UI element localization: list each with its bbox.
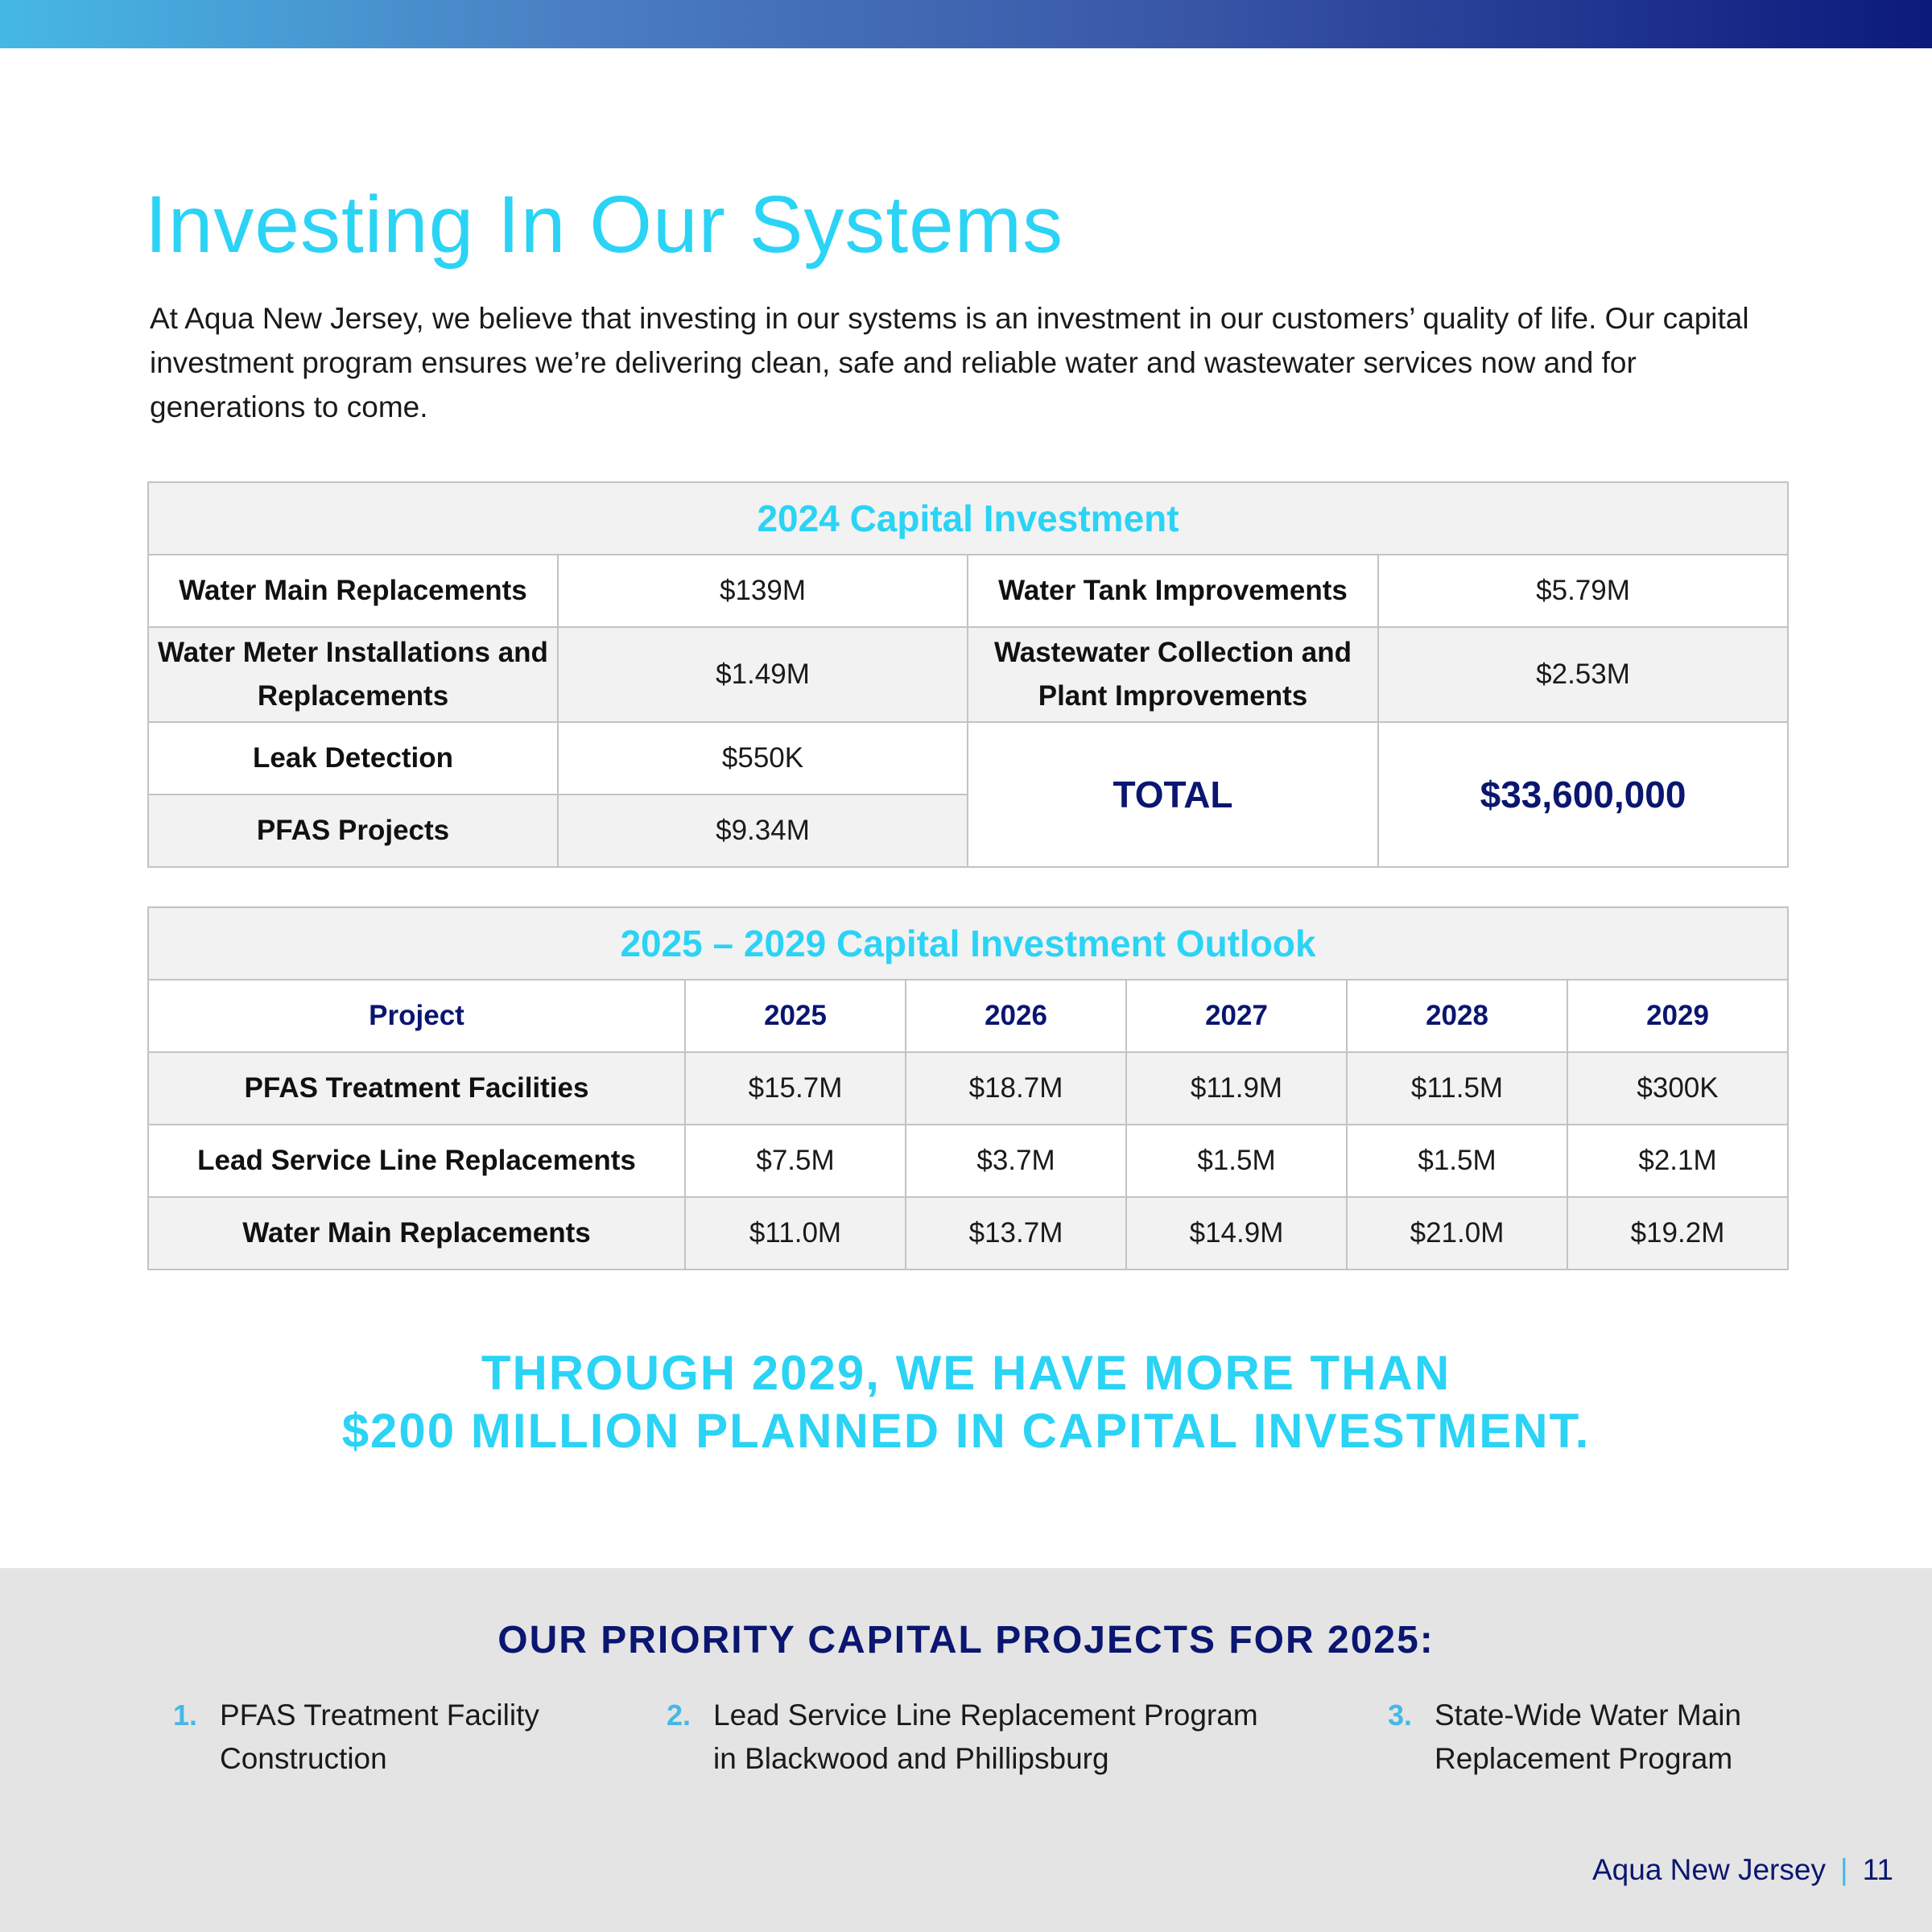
capital-investment-2024-table — [147, 481, 1789, 868]
table-cell: $1.5M — [1347, 1125, 1567, 1197]
item-label: PFAS Projects — [148, 795, 558, 867]
footer-separator: | — [1839, 1853, 1848, 1886]
project-name: PFAS Treatment Facilities — [148, 1052, 685, 1125]
page-footer — [1592, 1853, 1893, 1887]
priority-item-2 — [667, 1694, 1258, 1781]
callout-line-1: THROUGH 2029, WE HAVE MORE THAN — [481, 1346, 1451, 1400]
callout-line-2: $200 MILLION PLANNED IN CAPITAL INVESTMENT. — [341, 1404, 1591, 1458]
priority-line: Lead Service Line Replacement Program — [713, 1699, 1258, 1732]
priority-line: Construction — [220, 1742, 387, 1775]
table-cell: $19.2M — [1567, 1197, 1788, 1269]
table-title: 2025 – 2029 Capital Investment Outlook — [148, 907, 1788, 980]
item-value: $5.79M — [1378, 555, 1788, 627]
investment-callout — [0, 1344, 1932, 1460]
item-label: Water Tank Improvements — [968, 555, 1378, 627]
column-header: 2026 — [906, 980, 1126, 1052]
project-name: Water Main Replacements — [148, 1197, 685, 1269]
footer-company: Aqua New Jersey — [1591, 1853, 1826, 1886]
priority-text — [713, 1694, 1258, 1781]
item-value: $139M — [558, 555, 968, 627]
header-gradient-bar — [0, 0, 1932, 48]
table-cell: $11.9M — [1126, 1052, 1347, 1125]
item-label: Wastewater Collection and Plant Improvements — [968, 627, 1378, 722]
priority-text — [220, 1694, 539, 1781]
priority-line: in Blackwood and Phillipsburg — [713, 1742, 1109, 1775]
table-row — [148, 1125, 1788, 1197]
table-cell: $15.7M — [685, 1052, 906, 1125]
project-name: Lead Service Line Replacements — [148, 1125, 685, 1197]
priority-number: 3. — [1388, 1699, 1413, 1732]
priority-number: 1. — [173, 1699, 198, 1732]
table-cell: $14.9M — [1126, 1197, 1347, 1269]
table-row — [148, 1052, 1788, 1125]
priority-number: 2. — [667, 1699, 691, 1732]
column-header: 2028 — [1347, 980, 1567, 1052]
item-value: $9.34M — [558, 795, 968, 867]
table-title: 2024 Capital Investment — [148, 482, 1788, 555]
priority-line: PFAS Treatment Facility — [220, 1699, 539, 1732]
priority-title: OUR PRIORITY CAPITAL PROJECTS FOR 2025: — [497, 1619, 1435, 1662]
table-cell: $11.5M — [1347, 1052, 1567, 1125]
table-cell: $7.5M — [685, 1125, 906, 1197]
priority-item-1 — [173, 1694, 539, 1781]
item-value: $1.49M — [558, 627, 968, 722]
priority-line: Replacement Program — [1435, 1742, 1733, 1775]
column-header: Project — [148, 980, 685, 1052]
priority-line: State-Wide Water Main — [1435, 1699, 1742, 1732]
column-header: 2029 — [1567, 980, 1788, 1052]
item-value: $550K — [558, 722, 968, 795]
table-cell: $2.1M — [1567, 1125, 1788, 1197]
total-value: $33,600,000 — [1378, 722, 1788, 867]
capital-outlook-table — [147, 906, 1789, 1270]
page-number: 11 — [1862, 1853, 1893, 1886]
table-cell: $11.0M — [685, 1197, 906, 1269]
item-value: $2.53M — [1378, 627, 1788, 722]
item-label: Water Meter Installations and Replacements — [148, 627, 558, 722]
intro-paragraph: At Aqua New Jersey, we believe that investing in our systems is an investment in our customers’ quality of life. Our capital investment program ensures we’re delivering clean, safe and reliable water and wastewater services now and for generations to come. — [150, 302, 1749, 423]
table-cell: $300K — [1567, 1052, 1788, 1125]
item-label: Water Main Replacements — [148, 555, 558, 627]
table-cell: $13.7M — [906, 1197, 1126, 1269]
table-row — [148, 1197, 1788, 1269]
table-cell: $21.0M — [1347, 1197, 1567, 1269]
page-title: Investing In Our Systems — [145, 180, 1064, 270]
table-cell: $1.5M — [1126, 1125, 1347, 1197]
item-label: Leak Detection — [148, 722, 558, 795]
column-header: 2027 — [1126, 980, 1347, 1052]
priority-item-3 — [1388, 1694, 1741, 1781]
table-cell: $3.7M — [906, 1125, 1126, 1197]
priority-text — [1435, 1694, 1741, 1781]
total-label: TOTAL — [968, 722, 1378, 867]
table-cell: $18.7M — [906, 1052, 1126, 1125]
column-header: 2025 — [685, 980, 906, 1052]
